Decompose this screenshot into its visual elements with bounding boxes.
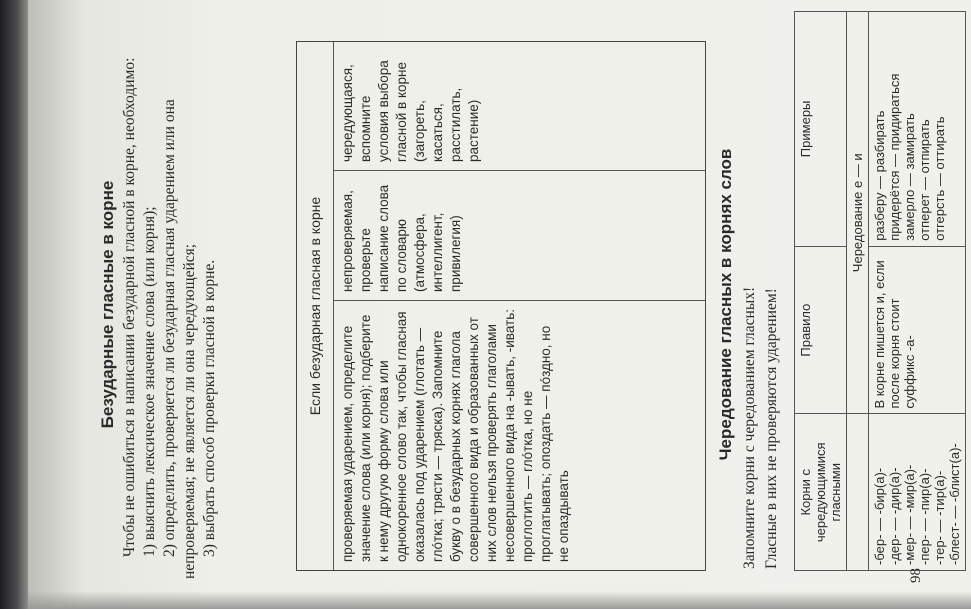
rotated-page-content [28,0,971,609]
book-spine [0,0,28,609]
uncheckable-column: непроверяемая, проверьте написание слова по словарю (атмосфера, интеллигент, привилегия) [333,170,705,300]
example-item: замерло — замирать [902,113,917,241]
page-edge-shadow [28,591,971,609]
example-item: разберу — разбирать [872,110,887,241]
root-item: -дер- — -дир(а)- [887,467,902,565]
intro-text [120,11,220,579]
header-examples: Примеры [795,12,847,247]
intro-paragraph: Чтобы не ошибиться в написании безударной гласной в корне, необходимо: [121,57,138,557]
header-rule: Правило [795,246,847,414]
roots-cell [869,414,966,571]
page-paper [28,0,971,609]
intro-item-2: 2) определить, проверяется ли безударная гласная ударением или она непроверяемая; не является ли она чередующейся; [161,99,198,579]
intro-item-1: 1) выяснить лексическое значение слова (или корня); [141,206,158,557]
example-item: отгерсть — оттирать [932,116,947,241]
note-line-1: Запомните корни с чередованием гласных! [741,286,758,569]
section-title: Чередование гласных в корнях слов [716,148,735,461]
group-row [847,12,869,571]
alternation-table [794,11,966,571]
note-line-2: Гласные в них не проверяются ударением! [763,288,780,569]
intro-item-3: 3) выбрать способ проверки гласной в корне. [201,259,218,557]
table-row [869,12,966,571]
root-item: -блест- — -блист(а)- [947,443,962,565]
example-item: придерётся — придираться [887,73,902,241]
root-item: -мер- — -мир(а)- [902,464,917,565]
examples-cell [869,12,966,247]
root-item: -пер- — -пир(а)- [917,468,932,565]
root-item: -бер- — -бир(а)- [872,467,887,565]
table-header: Если безударная гласная в корне [297,42,334,570]
example-item: отперет — отпирать [917,119,932,241]
alternating-column: чередующаяся, вспомните условия выбора гласной в корне (загореть, касаться, расстилать, растение) [340,60,481,162]
header-roots: Корни с чередующимися гласными [795,414,847,571]
table-header-row [795,12,847,571]
page-title: Безударные гласные в корне [98,180,117,429]
vowel-check-table [296,41,706,571]
page-number: 98 [908,568,924,583]
root-item: -тер- — -тир(а)- [932,470,947,565]
checkable-column: проверяемая ударением, определите значение слова (или корня); подберите к нему другую форму слова или однокоренное слово так, чтобы гласная оказалась под ударением (глотать — глóтка; трясти — тряска). Запомните букву о в безударных корнях глагола совершенного вида и образованных от них слов нельзя проверять глаголами несовершенного вида на -ывать, -ивать: проглотить — глóтка, но не проглатывать; опоздать — пóздно, но не опаздывать [333,300,705,570]
rule-cell: В корне пишется и, если после корня стоит суффикс -а- [869,246,966,414]
group-label: Чередование е — и [847,12,869,414]
